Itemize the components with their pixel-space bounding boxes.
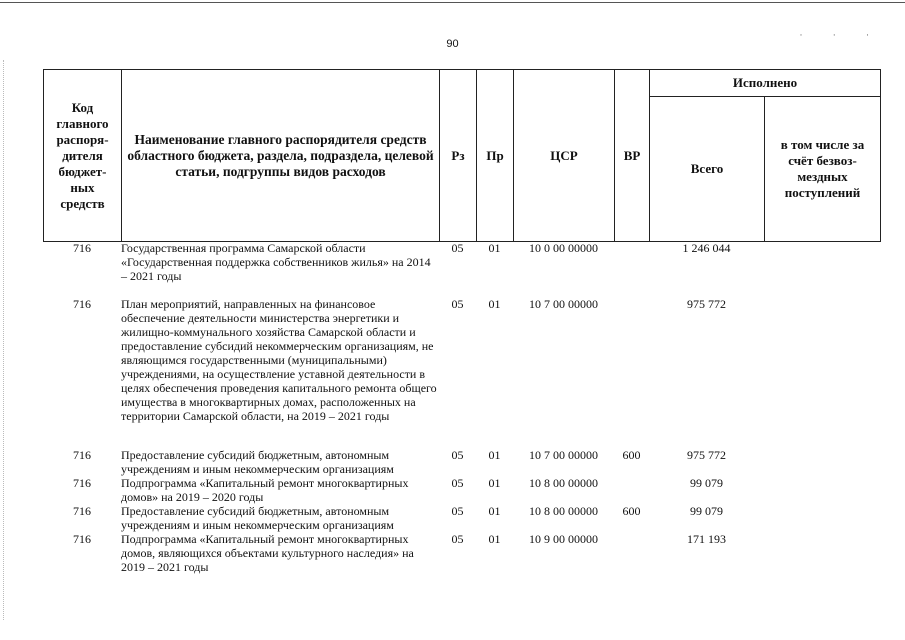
table-row	[43, 476, 880, 504]
cell-csr: 10 9 00 00000	[529, 532, 598, 546]
scan-specks: · · ·	[799, 30, 883, 40]
cell-pr: 01	[488, 241, 501, 255]
cell-csr: 10 7 00 00000	[529, 448, 598, 462]
cell-csr: 10 8 00 00000	[529, 476, 598, 490]
cell-rz: 05	[451, 532, 464, 546]
cell-csr: 10 8 00 00000	[529, 504, 598, 518]
cell-code: 716	[73, 504, 91, 518]
cell-vr	[614, 476, 649, 504]
cell-pr: 01	[488, 476, 501, 490]
cell-name: Подпрограмма «Капитальный ремонт многоквартирных домов, являющихся объектами культурного наследия» на 2019 – 2021 годы	[121, 532, 414, 574]
table-row	[43, 504, 880, 532]
header-name: Наименование главного распорядителя средств областного бюджета, раздела, подраздела, целевой статьи, подгруппы видов расходов	[122, 70, 440, 242]
cell-total: 975 772	[687, 297, 726, 311]
cell-name: Подпрограмма «Капитальный ремонт многоквартирных домов» на 2019 – 2020 годы	[121, 476, 409, 504]
cell-name: Государственная программа Самарской области «Государственная поддержка собственников жилья» на 2014 – 2021 годы	[121, 241, 431, 283]
cell-total: 975 772	[687, 448, 726, 462]
cell-incl	[764, 476, 880, 504]
cell-csr: 10 7 00 00000	[529, 297, 598, 311]
cell-total: 99 079	[690, 476, 723, 490]
cell-incl	[764, 448, 880, 476]
header-csr: ЦСР	[514, 70, 615, 242]
cell-total: 171 193	[687, 532, 726, 546]
cell-rz: 05	[451, 448, 464, 462]
header-total: Всего	[650, 97, 765, 242]
scan-margin-marks	[3, 60, 7, 620]
cell-name: Предоставление субсидий бюджетным, автономным учреждениям и иным некоммерческим организациям	[121, 504, 394, 532]
header-incl: в том числе за счёт безвоз-мездных поступлений	[765, 97, 881, 242]
cell-vr: 600	[622, 448, 641, 462]
cell-incl	[764, 241, 880, 297]
header-code: Код главного распоря-дителя бюджет-ных средств	[44, 70, 122, 242]
cell-name: Предоставление субсидий бюджетным, автономным учреждениям и иным некоммерческим организациям	[121, 448, 394, 476]
table-row	[43, 532, 880, 578]
cell-total: 99 079	[690, 504, 723, 518]
cell-pr: 01	[488, 504, 501, 518]
table-body	[43, 241, 880, 578]
cell-csr: 10 0 00 00000	[529, 241, 598, 255]
cell-rz: 05	[451, 504, 464, 518]
cell-rz: 05	[451, 297, 464, 311]
cell-code: 716	[73, 532, 91, 546]
cell-vr: 600	[622, 504, 641, 518]
top-rule	[0, 2, 905, 3]
cell-vr	[614, 241, 649, 297]
cell-incl	[764, 532, 880, 578]
cell-rz: 05	[451, 476, 464, 490]
cell-name: План мероприятий, направленных на финансовое обеспечение деятельности министерства энергетики и жилищно-коммунального хозяйства Самарской области и предоставление субсидий некоммерческим организациям, не являющимся государственными (муниципальными) учреждениями, на осуществление уставной деятельности в целях обеспечения проведения капитального ремонта общего имущества в многоквартирных домах, расположенных на территории Самарской области, на 2019 – 2021 годы	[121, 297, 437, 423]
cell-pr: 01	[488, 297, 501, 311]
table-header	[43, 69, 881, 242]
cell-vr	[614, 532, 649, 578]
header-vr: ВР	[615, 70, 650, 242]
table-row	[43, 448, 880, 476]
cell-pr: 01	[488, 532, 501, 546]
header-pr: Пр	[477, 70, 514, 242]
page-number: 90	[446, 38, 459, 50]
cell-rz: 05	[451, 241, 464, 255]
table-row	[43, 241, 880, 297]
table-row	[43, 297, 880, 448]
cell-code: 716	[73, 297, 91, 311]
cell-incl	[764, 297, 880, 448]
header-rz: Рз	[440, 70, 477, 242]
cell-code: 716	[73, 476, 91, 490]
cell-code: 716	[73, 448, 91, 462]
header-executed: Исполнено	[650, 70, 881, 97]
cell-total: 1 246 044	[682, 241, 731, 255]
cell-code: 716	[73, 241, 91, 255]
cell-vr	[614, 297, 649, 448]
cell-incl	[764, 504, 880, 532]
cell-pr: 01	[488, 448, 501, 462]
